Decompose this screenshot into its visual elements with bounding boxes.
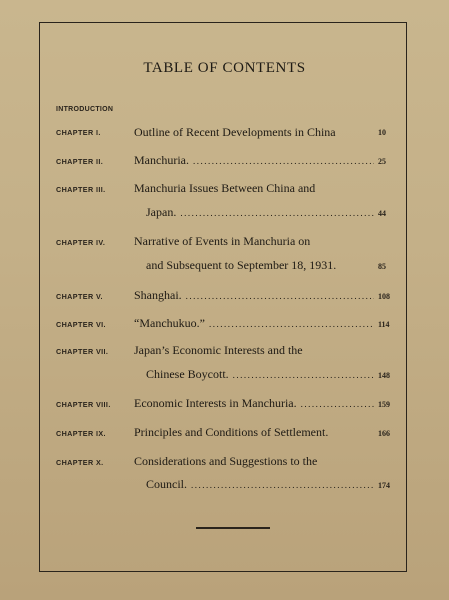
chapter-title-line-2: Chinese Boycott. ..... bbox=[146, 367, 374, 382]
page-number: 44 bbox=[378, 209, 386, 218]
chapter-label: CHAPTER I. bbox=[56, 128, 101, 137]
chapter-label: CHAPTER IX. bbox=[56, 429, 106, 438]
chapter-label: CHAPTER VIII. bbox=[56, 400, 111, 409]
chapter-label: CHAPTER V. bbox=[56, 292, 103, 301]
chapter-title: Principles and Conditions of Settlement. bbox=[134, 425, 329, 439]
page-number: 148 bbox=[378, 371, 390, 380]
chapter-title: “Manchukuo.” ..... bbox=[134, 316, 374, 331]
page-number: 166 bbox=[378, 429, 390, 438]
page-title: TABLE OF CONTENTS bbox=[143, 60, 306, 76]
page-number: 10 bbox=[378, 128, 386, 137]
chapter-title: Economic Interests in Manchuria. ..... bbox=[134, 396, 374, 411]
chapter-label: CHAPTER VII. bbox=[56, 347, 109, 356]
chapter-title-line-2: Council. ..... bbox=[146, 477, 374, 492]
chapter-title-line-1: Narrative of Events in Manchuria on bbox=[134, 234, 311, 248]
introduction-label: INTRODUCTION bbox=[56, 106, 114, 113]
chapter-label: CHAPTER X. bbox=[56, 458, 104, 467]
chapter-title-line-2: and Subsequent to September 18, 1931. bbox=[146, 258, 337, 272]
page-number: 25 bbox=[378, 157, 386, 166]
chapter-title-line-1: Japan’s Economic Interests and the bbox=[134, 343, 303, 357]
chapter-label: CHAPTER III. bbox=[56, 185, 106, 194]
chapter-title: Outline of Recent Developments in China bbox=[134, 125, 336, 139]
chapter-label: CHAPTER II. bbox=[56, 157, 104, 166]
chapter-title-line-1: Manchuria Issues Between China and bbox=[134, 181, 316, 195]
page-number: 174 bbox=[378, 481, 390, 490]
chapter-title: Manchuria. ..... bbox=[134, 153, 374, 168]
page-number: 85 bbox=[378, 262, 386, 271]
chapter-label: CHAPTER VI. bbox=[56, 320, 106, 329]
page-number: 108 bbox=[378, 292, 390, 301]
page-number: 114 bbox=[378, 320, 390, 329]
closing-rule bbox=[196, 527, 270, 529]
chapter-title-line-2: Japan. ..... bbox=[146, 205, 374, 220]
chapter-title: Shanghai. ..... bbox=[134, 288, 374, 303]
chapter-label: CHAPTER IV. bbox=[56, 238, 106, 247]
page-number: 159 bbox=[378, 400, 390, 409]
chapter-title-line-1: Considerations and Suggestions to the bbox=[134, 454, 318, 468]
